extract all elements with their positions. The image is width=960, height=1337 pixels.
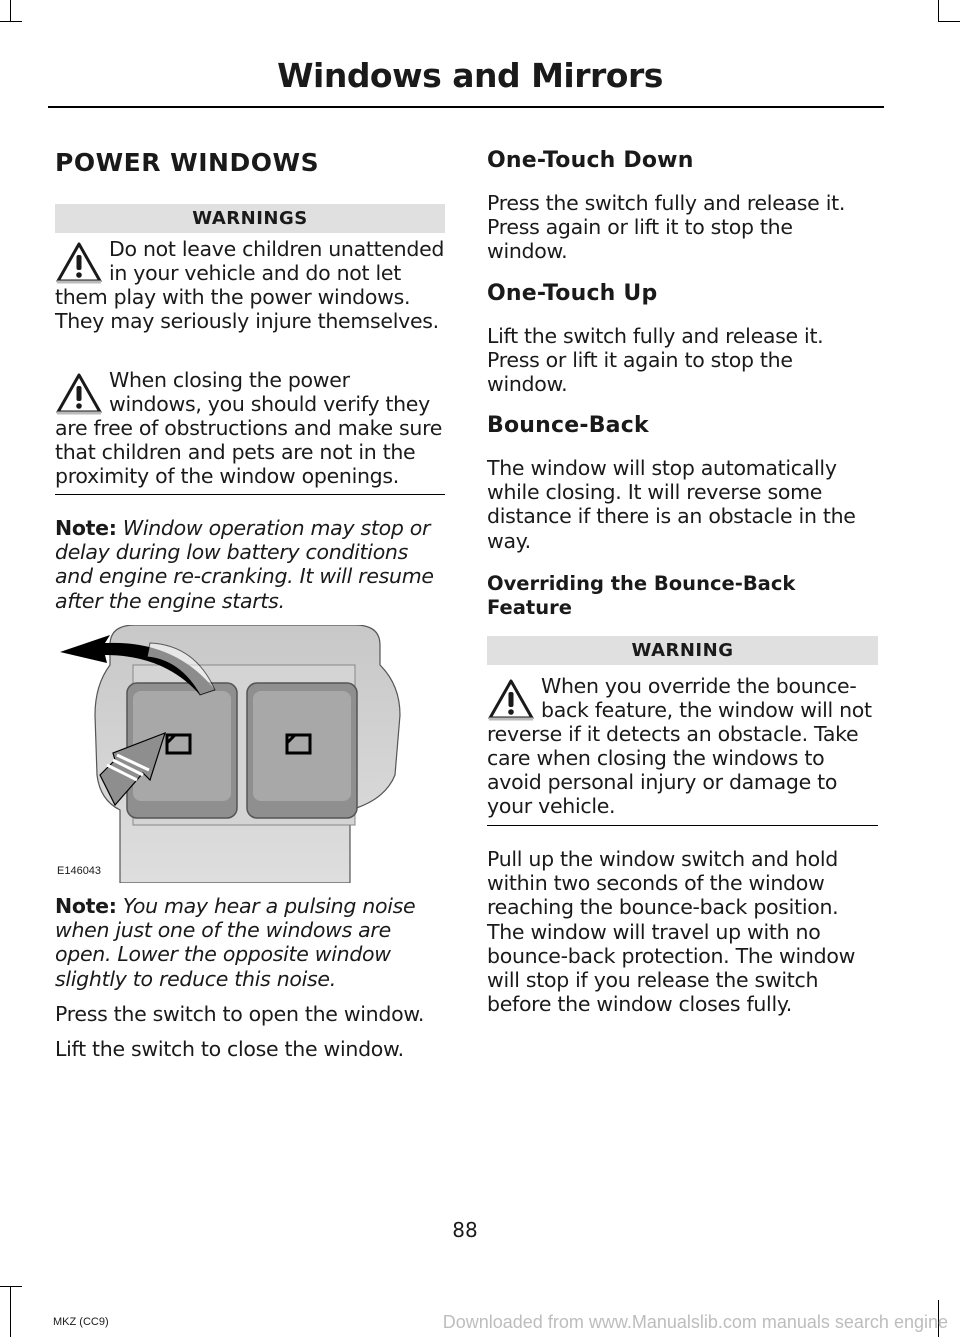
warning-triangle-icon: [55, 372, 103, 416]
note-label: Note:: [55, 894, 117, 918]
paragraph-one-touch-up: Lift the switch fully and release it. Press or lift it again to stop the window.: [487, 324, 824, 397]
paragraph-one-touch-down: Press the switch fully and release it. Press again or lift it to stop the window.: [487, 191, 846, 264]
warning-end-rule: [55, 494, 445, 495]
heading-one-touch-up: One-Touch Up: [487, 281, 658, 306]
crop-mark: [938, 0, 939, 22]
footer-model: MKZ (CC9): [53, 1316, 109, 1328]
note-text: You may hear a pulsing noise when just one of the windows are open. Lower the opposite window slightly to reduce this noise.: [55, 894, 416, 991]
page-number: 88: [452, 1218, 478, 1242]
note-text: Window operation may stop or delay during low battery conditions and engine re-cranking. It will resume after the engine starts.: [55, 516, 434, 613]
section-title: POWER WINDOWS: [55, 148, 320, 177]
warning-text: When closing the power windows, you should verify they are free of obstructions and make sure that children and pets are not in the proximity of the window openings.: [55, 368, 443, 488]
warning-triangle-icon: [487, 678, 535, 722]
note-paragraph: [55, 894, 445, 991]
paragraph-close: Lift the switch to close the window.: [55, 1037, 404, 1061]
warning-end-rule: [487, 825, 878, 826]
note-label: Note:: [55, 516, 117, 540]
paragraph-open: Press the switch to open the window.: [55, 1002, 425, 1026]
crop-mark: [938, 21, 960, 22]
page-header-title: Windows and Mirrors: [277, 56, 663, 95]
warning-text: When you override the bounce-back feature, the window will not reverse if it detects an obstacle. Take care when closing the windows to avoid personal injury or damage to your vehicle.: [487, 674, 872, 818]
window-switch-illustration: [55, 625, 445, 883]
warning-heading: WARNING: [487, 636, 878, 665]
crop-mark: [10, 1286, 11, 1337]
crop-mark: [0, 1286, 22, 1287]
warning-item: [55, 368, 445, 488]
header-rule: [48, 106, 884, 108]
footer-site: Downloaded from www.Manualslib.com manuals search engine: [442, 1312, 948, 1332]
heading-override: Overriding the Bounce-Back Feature: [487, 572, 796, 619]
heading-one-touch-down: One-Touch Down: [487, 148, 694, 173]
warning-text: Do not leave children unattended in your vehicle and do not let them play with the power windows. They may seriously injure themselves.: [55, 237, 445, 333]
warning-item: [55, 237, 445, 333]
warning-triangle-icon: [55, 241, 103, 285]
note-paragraph: [55, 516, 445, 613]
paragraph-override: Pull up the window switch and hold within two seconds of the window reaching the bounce-back position. The window will travel up with no bounce-back protection. The window will stop if you release the switch before the window closes fully.: [487, 847, 856, 1017]
figure-code: E146043: [57, 865, 102, 877]
heading-bounce-back: Bounce-Back: [487, 413, 649, 438]
crop-mark: [10, 0, 11, 22]
paragraph-bounce-back: The window will stop automatically while closing. It will reverse some distance if there is an obstacle in the way.: [487, 456, 856, 553]
warning-item: [487, 674, 878, 818]
crop-mark: [0, 21, 22, 22]
warnings-heading: WARNINGS: [55, 204, 445, 233]
